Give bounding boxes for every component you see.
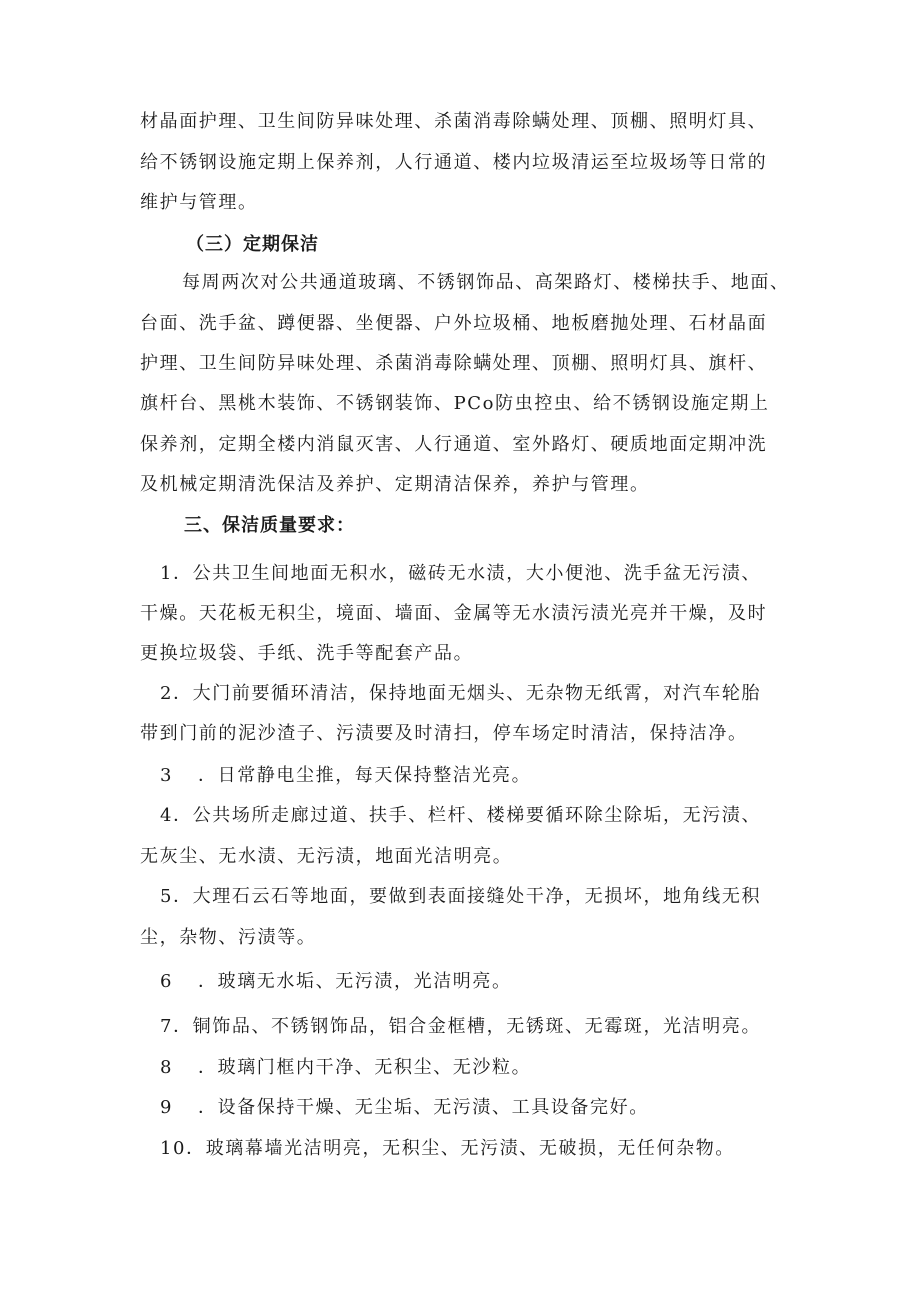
paragraph-line: 每周两次对公共通道玻璃、不锈钢饰品、高架路灯、楼梯扶手、地面、 bbox=[182, 272, 790, 293]
paragraph-line: 给不锈钢设施定期上保养剂，人行通道、楼内垃圾清运至垃圾场等日常的 bbox=[140, 152, 768, 173]
item-number: 3 bbox=[160, 765, 174, 786]
paragraph-line: 台面、洗手盆、蹲便器、坐便器、户外垃圾桶、地板磨抛处理、石材晶面 bbox=[140, 313, 768, 334]
paragraph-line: 旗杆台、黑桃木装饰、不锈钢装饰、PCo防虫控虫、给不锈钢设施定期上 bbox=[140, 393, 770, 414]
paragraph-line: 材晶面护理、卫生间防异味处理、杀菌消毒除螨处理、顶棚、照明灯具、 bbox=[140, 111, 768, 132]
quality-heading: 三、保洁质量要求： bbox=[184, 515, 355, 536]
item-text: ．日常静电尘推，每天保持整洁光亮。 bbox=[198, 765, 532, 786]
section-heading: （三）定期保洁 bbox=[186, 234, 319, 255]
list-item bbox=[160, 886, 810, 908]
item-number: 9 bbox=[160, 1097, 174, 1118]
item-line: 更换垃圾袋、手纸、洗手等配套产品。 bbox=[140, 643, 474, 664]
item-line: 带到门前的泥沙渣子、污渍要及时清扫，停车场定时清洁，保持洁净。 bbox=[140, 723, 748, 744]
item-number: 10 bbox=[160, 1138, 187, 1159]
item-number: 2 bbox=[160, 683, 174, 704]
list-item bbox=[160, 563, 810, 585]
paragraph-line: 维护与管理。 bbox=[140, 192, 258, 213]
list-item bbox=[160, 683, 810, 705]
item-line: 干燥。天花板无积尘，境面、墙面、金属等无水渍污渍光亮并干燥，及时 bbox=[140, 603, 768, 624]
list-item bbox=[160, 765, 810, 787]
item-text: ．公共场所走廊过道、扶手、栏杆、楼梯要循环除尘除垢，无污渍、 bbox=[173, 805, 762, 826]
item-number: 6 bbox=[160, 971, 174, 992]
list-item bbox=[160, 1016, 810, 1038]
list-item bbox=[160, 1057, 810, 1079]
item-text: ．设备保持干燥、无尘垢、无污渍、工具设备完好。 bbox=[198, 1097, 649, 1118]
item-number: 1 bbox=[160, 563, 174, 584]
item-number: 4 bbox=[160, 805, 174, 826]
item-text: ．大门前要循环清洁，保持地面无烟头、无杂物无纸霄，对汽车轮胎 bbox=[173, 683, 762, 704]
item-number: 5 bbox=[160, 886, 174, 907]
list-item bbox=[160, 1097, 810, 1119]
item-text: ．玻璃门框内干净、无积尘、无沙粒。 bbox=[198, 1057, 532, 1078]
item-text: ．玻璃无水垢、无污渍，光洁明亮。 bbox=[198, 971, 512, 992]
paragraph-line: 保养剂，定期全楼内消鼠灭害、人行通道、室外路灯、硬质地面定期冲洗 bbox=[140, 434, 768, 455]
item-number: 8 bbox=[160, 1057, 174, 1078]
paragraph-line: 护理、卫生间防异味处理、杀菌消毒除螨处理、顶棚、照明灯具、旗杆、 bbox=[140, 353, 768, 374]
paragraph-line: 及机械定期清洗保洁及养护、定期清洁保养，养护与管理。 bbox=[140, 474, 650, 495]
item-number: 7 bbox=[160, 1016, 174, 1037]
item-text: ．公共卫生间地面无积水，磁砖无水渍，大小便池、洗手盆无污渍、 bbox=[173, 563, 762, 584]
item-text: ．玻璃幕墙光洁明亮，无积尘、无污渍、无破损，无任何杂物。 bbox=[186, 1138, 735, 1159]
list-item bbox=[160, 805, 810, 827]
item-text: ．大理石云石等地面，要做到表面接缝处干净，无损坏，地角线无积 bbox=[173, 886, 762, 907]
list-item bbox=[160, 1138, 810, 1160]
item-text: ．铜饰品、不锈钢饰品，铝合金框槽，无锈斑、无霉斑，光洁明亮。 bbox=[173, 1016, 762, 1037]
list-item bbox=[160, 971, 810, 993]
item-line: 无灰尘、无水渍、无污渍，地面光洁明亮。 bbox=[140, 846, 513, 867]
item-line: 尘，杂物、污渍等。 bbox=[140, 927, 317, 948]
